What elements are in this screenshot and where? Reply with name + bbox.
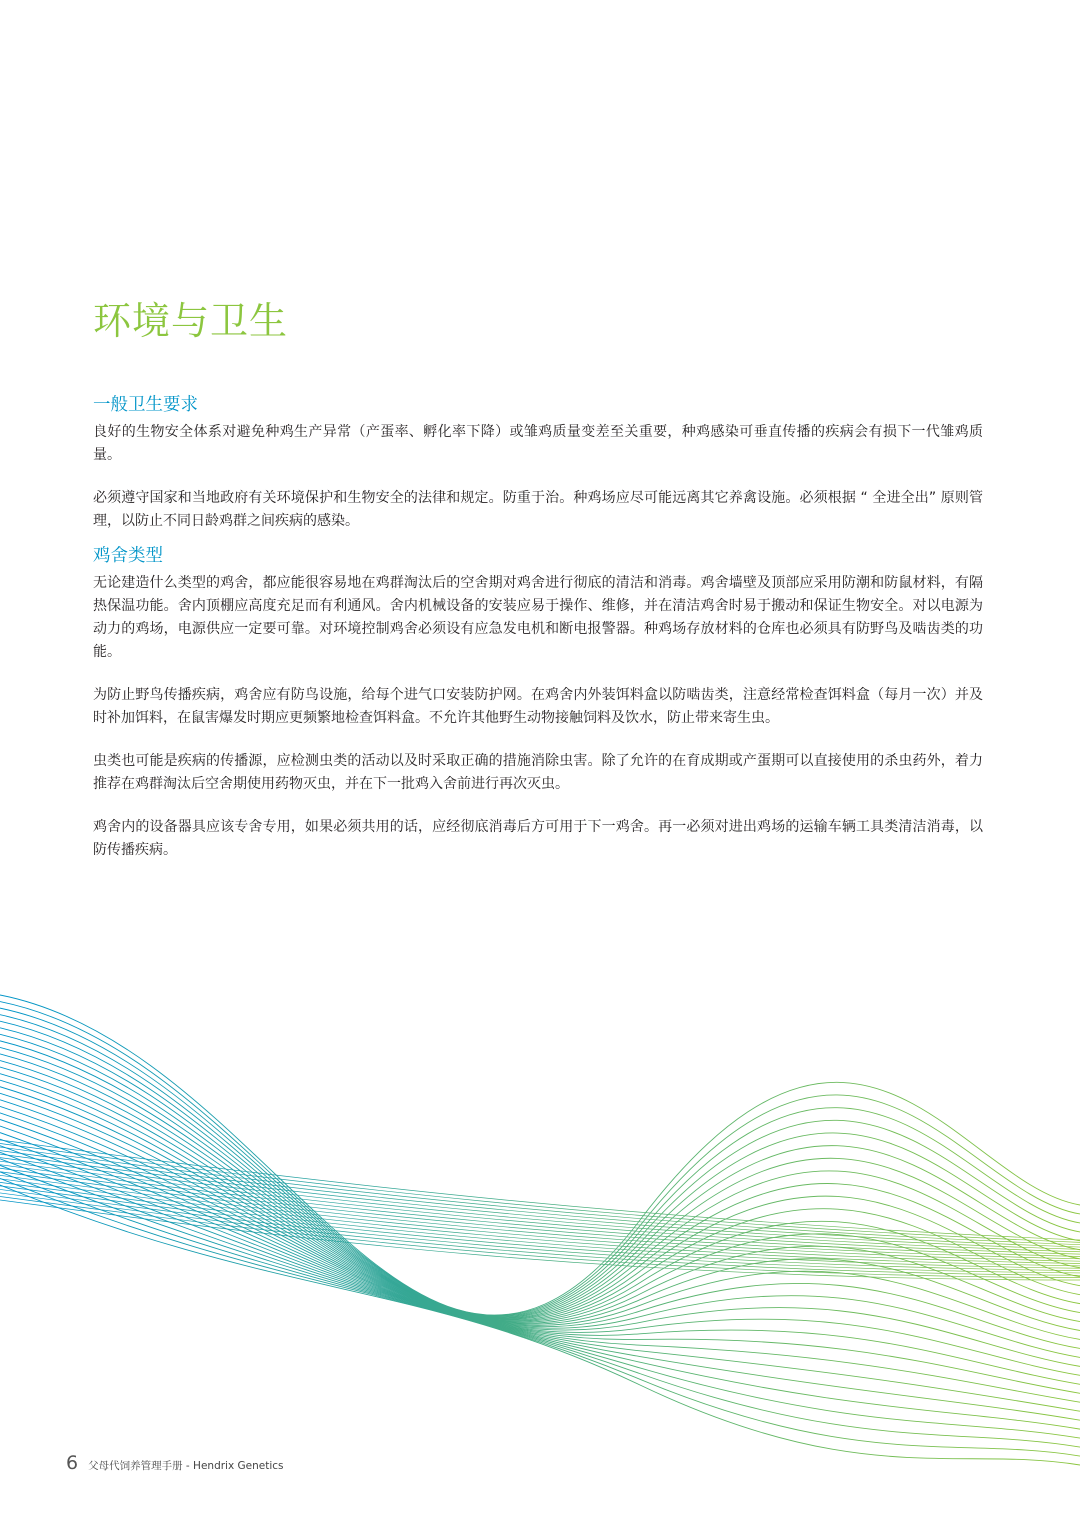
page-title: 环境与卫生 <box>93 299 289 343</box>
wave-line <box>0 1159 1080 1429</box>
paragraph: 鸡舍内的设备器具应该专舍专用，如果必须共用的话，应经彻底消毒后方可用于下一鸡舍。再一必须对进出鸡场的运输车辆工具类清洁消毒，以防传播疾病。 <box>93 819 983 858</box>
wave-line <box>0 1067 1080 1321</box>
paragraph: 为防止野鸟传播疾病，鸡舍应有防鸟设施，给每个进气口安装防护网。在鸡舍内外装饵料盒以防啮齿类，注意经常检查饵料盒（每月一次）并及时补加饵料，在鼠害爆发时期应更频繁地检查饵料盒。不允许其他野生动物接触饲料及饮水，防止带来寄生虫。 <box>93 687 983 726</box>
paragraph: 虫类也可能是疾病的传播源，应检测虫类的活动以及时采取正确的措施消除虫害。除了允许的在育成期或产蛋期可以直接使用的杀虫药外，着力推荐在鸡群淘汰后空舍期使用药物灭虫，并在下一批鸡入舍前进行再次灭虫。 <box>93 753 983 792</box>
wave-line <box>0 1087 1080 1331</box>
wave-line <box>0 1074 1080 1323</box>
page-footer <box>66 1452 284 1474</box>
wave-line <box>0 1152 1080 1420</box>
page-number: 6 <box>66 1452 79 1474</box>
wave-line <box>0 1193 1080 1275</box>
section-heading: 鸡舍类型 <box>93 546 163 566</box>
section-house-type <box>93 544 983 882</box>
paragraph: 必须遵守国家和当地政府有关环境保护和生物安全的法律和规定。防重于治。种鸡场应尽可能远离其它养禽设施。必须根据 “ 全进全出” 原则管理，以防止不同日龄鸡群之间疾病的感染。 <box>93 490 983 529</box>
paragraph: 良好的生物安全体系对避免种鸡生产异常（产蛋率、孵化率下降）或雏鸡质量变差至关重要，种鸡感染可垂直传播的疾病会有损下一代雏鸡质量。 <box>93 424 983 463</box>
section-general-hygiene <box>93 393 983 553</box>
footer-text: 父母代饲养管理手册 - Hendrix Genetics <box>88 1460 284 1472</box>
wave-line <box>0 1015 1080 1317</box>
wave-line <box>0 1151 1080 1247</box>
section-heading: 一般卫生要求 <box>93 395 198 415</box>
wave-line <box>0 1054 1080 1320</box>
decorative-wave-lines <box>0 990 1080 1500</box>
wave-line <box>0 1002 1080 1316</box>
paragraph: 无论建造什么类型的鸡舍，都应能很容易地在鸡群淘汰后的空舍期对鸡舍进行彻底的清洁和消毒。鸡舍墙壁及顶部应采用防潮和防鼠材料，有隔热保温功能。舍内顶棚应高度充足而有利通风。舍内机械设备的安装应易于操作、维修，并在清洁鸡舍时易于搬动和保证生物安全。对以电源为动力的鸡场，电源供应一定要可靠。对环境控制鸡舍必须设有应急发电机和断电报警器。种鸡场存放材料的仓库也必须具有防野鸟及啮齿类的功能。 <box>93 575 983 660</box>
